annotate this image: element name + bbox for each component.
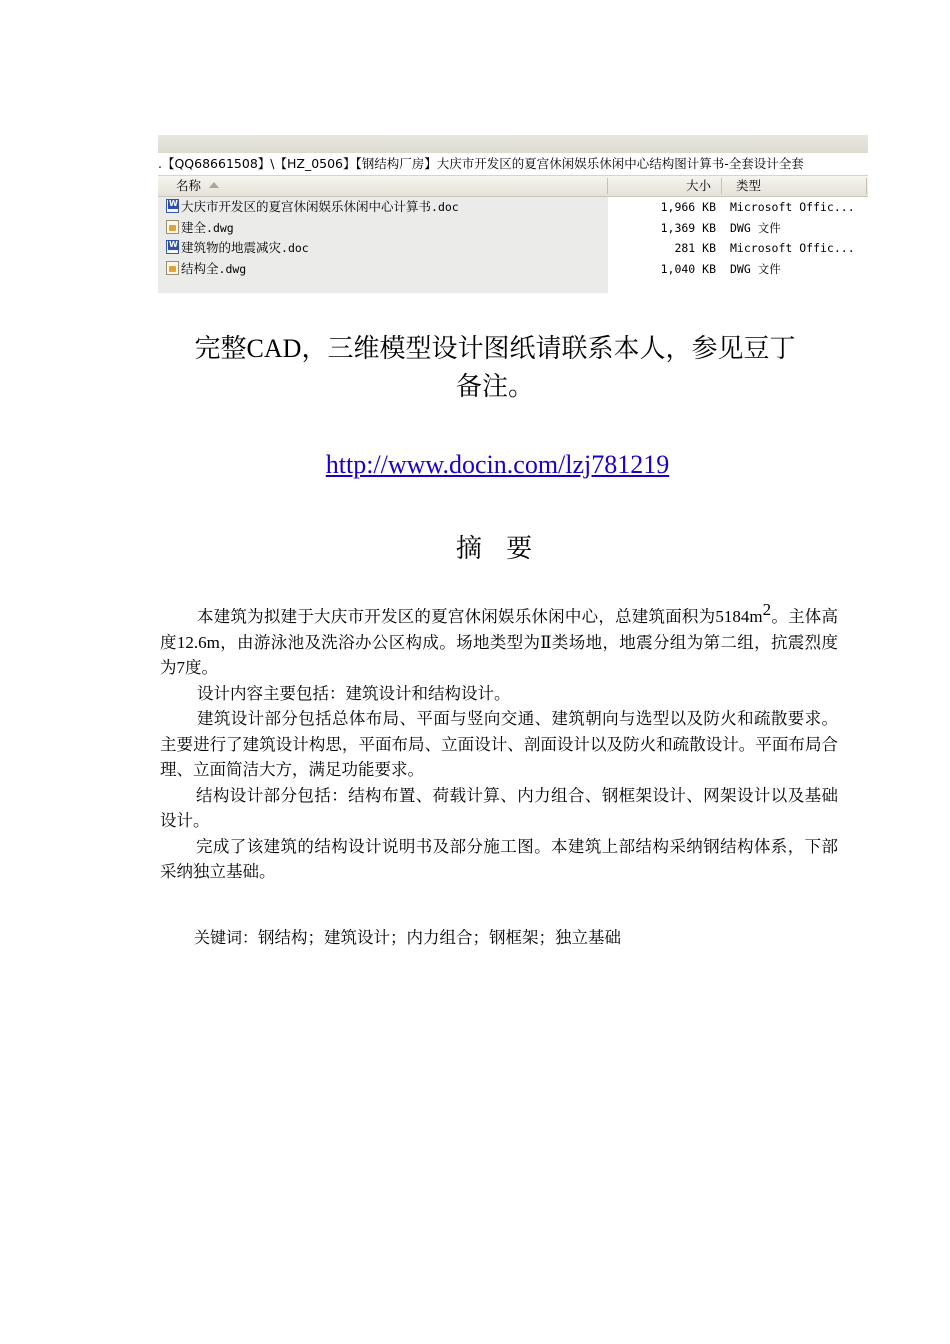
paragraph: 建筑设计部分包括总体布局、平面与竖向交通、建筑朝向与选型以及防火和疏散要求。主要进行了建筑设计构思，平面布局、立面设计、剖面设计以及防火和疏散设计。平面布局合理、立面简洁大方，满足功能要求。 bbox=[160, 709, 838, 779]
paragraph: 完成了该建筑的结构设计说明书及部分施工图。本建筑上部结构采纳钢结构体系，下部采纳独立基础。 bbox=[160, 836, 838, 881]
address-bar: .【QQ68661508】\【HZ_0506】【钢结构厂房】大庆市开发区的夏宫休闲娱乐休闲中心结构图计算书-全套设计全套 bbox=[158, 153, 868, 175]
file-ext: .doc bbox=[431, 200, 459, 214]
keywords-label: 关键词： bbox=[194, 928, 259, 947]
keywords-text: 钢结构；建筑设计；内力组合；钢框架；独立基础 bbox=[258, 928, 622, 947]
column-separator bbox=[721, 178, 722, 194]
file-name: 建全 bbox=[181, 219, 207, 235]
file-ext: .dwg bbox=[218, 261, 247, 276]
file-size: 1,369 KB bbox=[660, 220, 716, 235]
column-header bbox=[158, 175, 868, 197]
column-separator bbox=[866, 178, 867, 194]
column-type[interactable]: 类型 bbox=[736, 178, 762, 193]
file-name: 大庆市开发区的夏宫休闲娱乐休闲中心计算书 bbox=[181, 199, 432, 214]
file-ext: .dwg bbox=[206, 220, 234, 235]
file-list bbox=[158, 197, 868, 279]
file-size: 281 KB bbox=[674, 241, 716, 255]
file-explorer-screenshot bbox=[158, 135, 868, 293]
dwg-file-icon bbox=[166, 220, 179, 234]
file-row[interactable] bbox=[158, 238, 868, 259]
file-size: 1,966 KB bbox=[660, 200, 716, 214]
column-size[interactable]: 大小 bbox=[686, 178, 712, 193]
docin-link[interactable]: http://www.docin.com/lzj781219 bbox=[325, 450, 670, 479]
column-separator bbox=[607, 178, 608, 194]
paragraph: 本建筑为拟建于大庆市开发区的夏宫休闲娱乐休闲中心，总建筑面积为$5184m^2$。主体高度12.6m，由游泳池及洗浴办公区构成。场地类型为Ⅱ类场地，地震分组为第二组，抗震烈度为7度。 bbox=[160, 600, 839, 677]
file-name: 结构全 bbox=[181, 260, 219, 276]
word-doc-icon bbox=[166, 240, 179, 254]
file-row[interactable] bbox=[158, 259, 868, 280]
column-name[interactable]: 名称 bbox=[176, 176, 219, 196]
contact-notice bbox=[140, 330, 850, 406]
notice-line-1: 完整CAD，三维模型设计图纸请联系本人，参见豆丁 bbox=[194, 334, 796, 364]
abstract-title: 摘 要 bbox=[455, 534, 541, 564]
file-type: DWG 文件 bbox=[730, 261, 781, 276]
sort-ascending-icon bbox=[209, 182, 219, 188]
keywords-line bbox=[194, 924, 621, 948]
paragraph: 结构设计部分包括：结构布置、荷载计算、内力组合、钢框架设计、网架设计以及基础设计。 bbox=[160, 785, 838, 830]
file-row[interactable] bbox=[158, 218, 868, 239]
word-doc-icon bbox=[166, 199, 179, 213]
file-row[interactable] bbox=[158, 197, 868, 218]
file-type: Microsoft Offic... bbox=[730, 200, 855, 214]
paragraph: 设计内容主要包括：建筑设计和结构设计。 bbox=[197, 683, 511, 703]
file-type: Microsoft Offic... bbox=[730, 241, 855, 255]
file-ext: .doc bbox=[281, 241, 309, 255]
file-type: DWG 文件 bbox=[730, 220, 781, 235]
notice-line-2: 备注。 bbox=[455, 372, 534, 402]
abstract-body bbox=[160, 600, 839, 885]
toolbar-strip bbox=[158, 135, 868, 153]
file-size: 1,040 KB bbox=[660, 261, 716, 276]
dwg-file-icon bbox=[166, 261, 179, 275]
file-name: 建筑物的地震减灾 bbox=[181, 240, 282, 255]
